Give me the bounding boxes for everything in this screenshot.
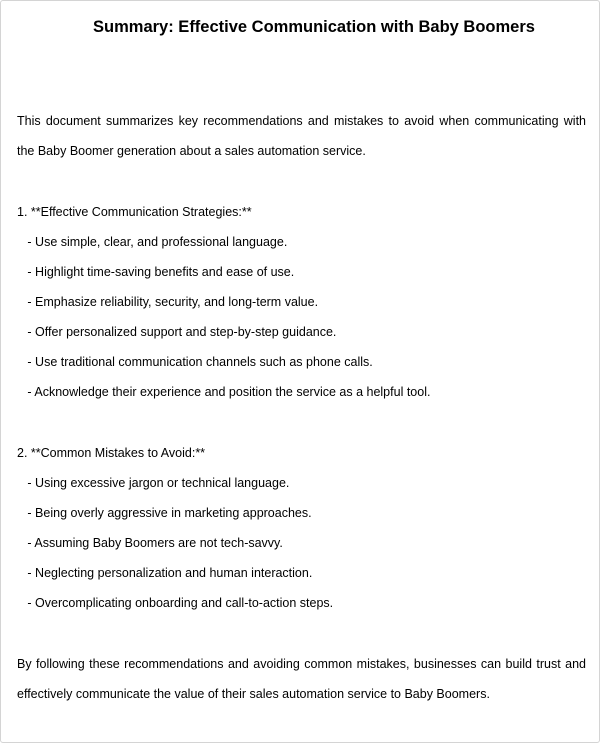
list-item: - Acknowledge their experience and position the service as a helpful tool. [17, 385, 431, 399]
list-item: - Overcomplicating onboarding and call-to-action steps. [17, 596, 334, 610]
list-item: - Use traditional communication channels such as phone calls. [17, 355, 373, 369]
strategies-list [17, 227, 586, 407]
list-item: - Offer personalized support and step-by-step guidance. [17, 325, 337, 339]
list-item: - Emphasize reliability, security, and long-term value. [17, 295, 319, 309]
intro-paragraph: This document summarizes key recommendations and mistakes to avoid when communicating with the Baby Boomer generation about a sales automation service. [17, 114, 586, 158]
list-item: - Using excessive jargon or technical language. [17, 476, 290, 490]
list-item: - Assuming Baby Boomers are not tech-savvy. [17, 536, 283, 550]
section-heading: 1. **Effective Communication Strategies:** [17, 205, 252, 219]
mistakes-list [17, 468, 586, 618]
list-item: - Use simple, clear, and professional language. [17, 235, 288, 249]
list-item: - Being overly aggressive in marketing approaches. [17, 506, 312, 520]
list-item: - Highlight time-saving benefits and ease of use. [17, 265, 295, 279]
mistakes-section [17, 438, 586, 618]
strategies-section [17, 197, 586, 407]
document-title: Summary: Effective Communication with Baby Boomers [93, 18, 535, 36]
list-item: - Neglecting personalization and human interaction. [17, 566, 313, 580]
section-heading: 2. **Common Mistakes to Avoid:** [17, 446, 206, 460]
conclusion-paragraph: By following these recommendations and avoiding common mistakes, businesses can build trust and effectively communicate the value of their sales automation service to Baby Boomers. [17, 657, 586, 701]
